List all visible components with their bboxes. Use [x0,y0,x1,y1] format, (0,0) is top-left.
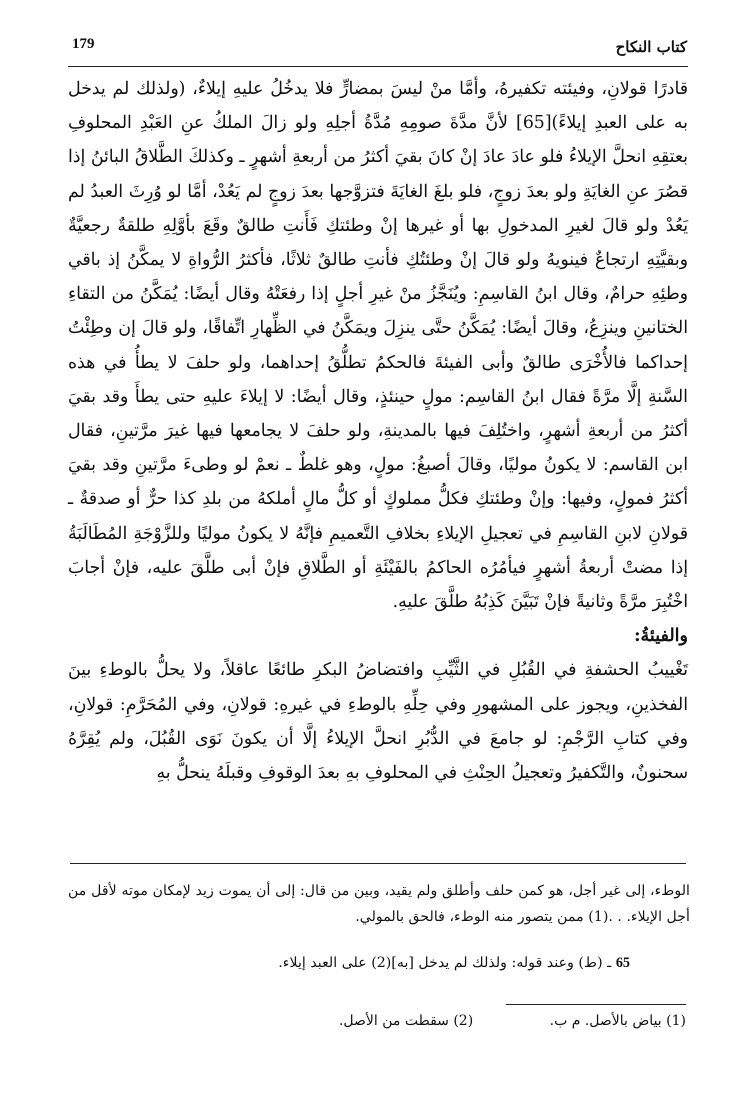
commentary-note: الوطء، إلى غير أجل، هو كمن حلف وأطلق ولم يقيد، وبين من قال: إلى أن يموت زيد لإمكان موته لأقل من أجل الإيلاء. . .(1) ممن يتصور منه الوطء، فالحق بالمولي. [68,883,690,925]
footnotes [64,1011,686,1031]
main-text [68,72,688,790]
paragraph-2: تَغْييبُ الحشفةِ في القُبُلِ في الثَّيِّبِ وافتضاضُ البكرِ طائعًا عاقلاً، ولا يحلُّ بالوطءِ بينَ الفخذينِ، ويجوز على المشهورِ وفي حِلِّهِ بالوطءِ في غيرهِ: قولانِ، وفي المُحَرَّمِ: قولانِ، وفي كتابِ الرَّجْمِ: لو جامعَ في الدُّبُرِ انحلَّ الإيلاءُ إلَّا أن يكونَ نَوَى القُبُلَ، ولم يُقِرَّهُ سحنونٌ، والتَّكفيرُ وتعجيلُ الحِنْثِ في المحلوفِ بهِ بعدَ الوقوفِ وقبلَهُ ينحلُّ بهِ [68,660,688,784]
footnote-rule [506,1004,686,1005]
paragraph-1: قادرًا قولانِ، وفيئته تكفيرهُ، وأمَّا منْ ليسَ بمضارٍّ فلا يدخُلُ عليهِ إيلاءٌ، (ولذلك لم يدخل به على العبدِ إيلاءً)[65] لأنَّ مدَّةَ صومِهِ مُدَّةُ أجلِهِ ولو زالَ الملكُ عنِ العَبْدِ المحلوفِ بعتقِهِ انحلَّ الإيلاءُ فلو عادَ عادَ إنْ كانَ بقيَ أكثرُ من أربعةِ أشهرٍ ـ وكذلكَ الطَّلاقُ البائنُ إذا قصُرَ عنِ الغايَةِ ولو بعدَ زوجٍ، فلو بلغَ الغايَةَ فتزوَّجها بعدَ زوجٍ لم يَعُدْ، أمَّا لو وُرِثَ العبدُ لم يَعُدْ ولو قالَ لغيرِ المدخولِ بها أو غيرها إنْ وطئتكِ فَأَنتِ طالقٌ وقَعَ بأوَّلِهِ طلقةٌ رجعيَّةٌ وبقيَّتِهِ ارتجاعٌ فينويهُ ولو قالَ إنْ وطئتُكِ فأنتِ طالقٌ ثلاثًا، فأكثرُ الرُّواةِ لا يمكَّنُ إذ باقي وطئِهِ حرامٌ، وقال ابنُ القاسِمِ: ويُنَجَّزُ منْ غيرِ أجلٍ إذا رفعَتْهُ وقال أيضًا: يُمَكَّنُ من التقاءِ الختانينِ وينزِعُ، وقالَ أيضًا: يُمَكَّنُ حتَّى ينزِلَ ويمَكَّنُ في الظِّهارِ اتِّفاقًا، ولو قالَ إن وطِئْتُ إحداكما فالأُخْرَى طالقٌ وأبى الفيئةَ فالحكمُ تطلُّقُ إحداهما، ولو حلفَ لا يطأُ في هذه السَّنةِ إلَّا مرَّةً فقال ابنُ القاسِم: مولٍ حينئذٍ، وقال أيضًا: لا إيلاءَ عليهِ حتى يطأَ وقد بقيَ أكثرُ من أربعةِ أشهرٍ، واختُلِفَ فيها بالمدينةِ، ولو حلفَ لا يجامعها فيها غيرَ مرَّتينِ، فقال ابن القاسم: لا يكونُ موليًا، وقالَ أصبغُ: مولٍ، وهو غلطٌ ـ نعمْ لو وطىءَ مرَّتينِ وقد بقيَ أكثرُ فمولٍ، وفيها: وإنْ وطئتكِ فكلُّ مملوكٍ أو كلُّ مالٍ أملكهُ من بلدِ كذا حرٌّ أو صدقةٌ ـ قولانِ لابنِ القاسِمِ في تعجيلِ الإيلاءِ بخلافِ التَّعميمِ فإنَّهُ لا يكونُ موليًا وللزَّوْجَةِ المُطَالَبَةُ إذا مضتْ أربعةُ أشهرٍ فيأمُرُه الحاكمُ بالفَيْئَةِ أو الطَّلاقِ فإنْ أبى طلَّقَ عليه، فإنْ أجابَ اخْتُبِرَ مرَّةً وثانيةً فإنْ تَبَيَّنَ كَذِبُهُ طلَّقَ عليهِ. [68,79,688,613]
variant-note-number: 65 [615,955,630,971]
commentary-notes [68,878,690,976]
running-title: كتاب النكاح [615,38,687,56]
footnote-1: (1) بياض بالأصل. م ب. [549,1013,686,1029]
variant-note [68,950,690,976]
page-number: 179 [72,36,95,52]
footnote-2: (2) سقطت من الأصل. [338,1013,474,1029]
variant-note-text: ـ (ط) وعند قوله: ولذلك لم يدخل [به](2) على العبد إيلاء. [278,955,612,971]
notes-rule [70,863,686,864]
note-gap [68,930,690,950]
section-heading: والفيئةُ: [634,626,688,647]
header-rule [68,66,688,67]
